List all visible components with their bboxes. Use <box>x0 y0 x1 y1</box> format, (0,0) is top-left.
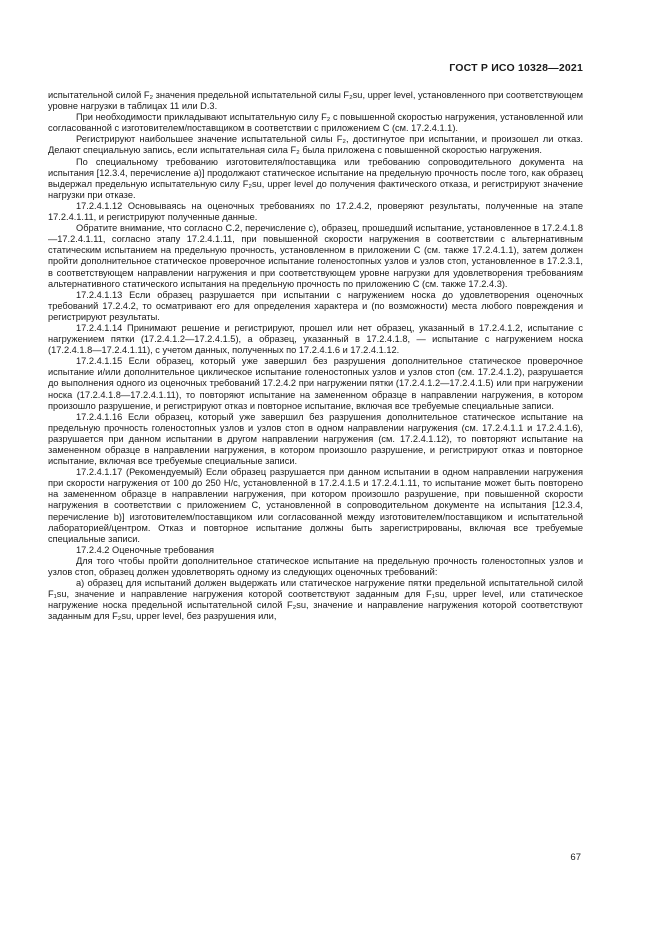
paragraph: Регистрируют наибольшее значение испытательной силы F₂, достигнутое при испытании, и произошел ли отказ. Делают специальную запись, если испытательная сила F₂ была приложена с повышенной скоростью нагружения. <box>48 134 583 156</box>
clause-17-2-4-1-17: 17.2.4.1.17 (Рекомендуемый) Если образец разрушается при данном испытании в одном направлении нагружения при скорости нагружения от 100 до 250 Н/с, установленной в 17.2.4.1.5 и 17.2.4.1.11, то испытание может быть повторено на замененном образце в направлении нагружения, при котором произошло разрушение, при повышенной скорости нагружения в соответствии с приложением С, установленной в сопроводительном документе на испытания [12.3.4, перечисление b)] изготовителем/поставщиком или согласованной между изготовителем/поставщиком и испытательной лабораторией/центром. Отказ и повторное испытание должны быть зарегистрированы, включая все требуемые специальные записи. <box>48 467 583 544</box>
paragraph: По специальному требованию изготовителя/поставщика или требованию сопроводительного документа на испытания [12.3.4, перечисление а)] продолжают статическое испытание на предельную прочность после того, как образец выдержал предельную испытательную силу F₂su, upper level до получения фактического отказа, и регистрируют значение нагрузки при отказе. <box>48 156 583 200</box>
paragraph: Для того чтобы пройти дополнительное статическое испытание на предельную прочность голеностопных узлов и узлов стоп, образец должен удовлетворять одному из следующих оценочных требований: <box>48 555 583 578</box>
clause-17-2-4-1-13: 17.2.4.1.13 Если образец разрушается при испытании с нагружением носка до удовлетворения оценочных требований 17.2.4.2, то осматривают его для определения характера и (по возможности) места любого повреждения и регистрируют результаты. <box>48 289 583 322</box>
paragraph: Обратите внимание, что согласно С.2, перечисление с), образец, прошедший испытание, установленное в 17.2.4.1.8—17.2.4.1.11, согласно этапу 17.2.4.1.11, при повышенной скорости нагружения в соответствии с альтернативным статическим испытанием на предельную прочность, установленном в приложении С (см. также 17.2.4.1.1), затем должен пройти дополнительное статическое проверочное испытание голеностопных узлов и узлов стоп, установленное в 17.2.3.1, в соответствующем направлении нагружения и при соответствующем уровне нагрузки для удовлетворения требованиям альтернативного статического испытания на предельную прочность по приложению С (см. также 17.2.4.3). <box>48 223 583 289</box>
standard-header: ГОСТ Р ИСО 10328—2021 <box>449 62 583 74</box>
body-text <box>48 90 583 623</box>
clause-17-2-4-1-15: 17.2.4.1.15 Если образец, который уже завершил без разрушения дополнительное статическое проверочное испытание и/или дополнительное циклическое испытание голеностопных узлов и узлов стоп (см. 17.2.4.1.2), разрушается до выполнения одного из оценочных требований 17.2.4.2 при нагружении пятки (17.2.4.1.2—17.2.4.1.5) или при нагружении носка (17.2.4.1.8—17.2.4.1.11), то повторяют испытание на замененном образце в направлении нагружения, в котором произошло разрушение, и регистрируют отказ и повторное испытание, включая все требуемые специальные записи. <box>48 356 583 411</box>
section-heading-17-2-4-2: 17.2.4.2 Оценочные требования <box>76 544 214 555</box>
clause-17-2-4-1-16: 17.2.4.1.16 Если образец, который уже завершил без разрушения дополнительное статическое испытание на предельную прочность голеностопных узлов и узлов стоп в одном направлении нагружения (см. 17.2.4.1.1 и 17.2.4.1.6), разрушается при данном испытании в другом направлении нагружения (см. 17.2.4.1.12), то повторяют испытание на замененном образце в направлении нагружения, в котором произошло разрушение, и регистрируют отказ и повторное испытание, включая все требуемые специальные записи. <box>48 411 583 467</box>
paragraph: При необходимости прикладывают испытательную силу F₂ с повышенной скоростью нагружения, установленной или согласованной с изготовителем/поставщиком в соответствии с приложением С (см. 17.2.4.1.1). <box>48 112 583 134</box>
paragraph: испытательной силой F₂ значения предельной испытательной силы F₂su, upper level, установленного при соответствующем уровне нагрузки в таблицах 11 или D.3. <box>48 90 584 112</box>
list-item-a: а) образец для испытаний должен выдержать или статическое нагружение пятки предельной испытательной силой F₁su, значение и направление нагружения которой соответствуют заданным для F₁su, upper level, или статическое нагружение носка предельной испытательной силой F₂su, значение и направление нагружения которой соответствуют заданным для F₂su, upper level, без разрушения или, <box>48 578 583 622</box>
clause-17-2-4-1-12: 17.2.4.1.12 Основываясь на оценочных требованиях по 17.2.4.2, проверяют результаты, полученные на этапе 17.2.4.1.11, и регистрируют полученные данные. <box>48 200 583 223</box>
page-number: 67 <box>570 852 581 863</box>
clause-17-2-4-1-14: 17.2.4.1.14 Принимают решение и регистрируют, прошел или нет образец, указанный в 17.2.4.1.2, испытание с нагружением пятки (17.2.4.1.2—17.2.4.1.5), а образец, указанный в 17.2.4.1.8, — испытание с нагружением носка (17.2.4.1.8—17.2.4.1.11), с учетом данных, полученных по 17.2.4.1.6 и 17.2.4.1.12. <box>48 322 583 356</box>
